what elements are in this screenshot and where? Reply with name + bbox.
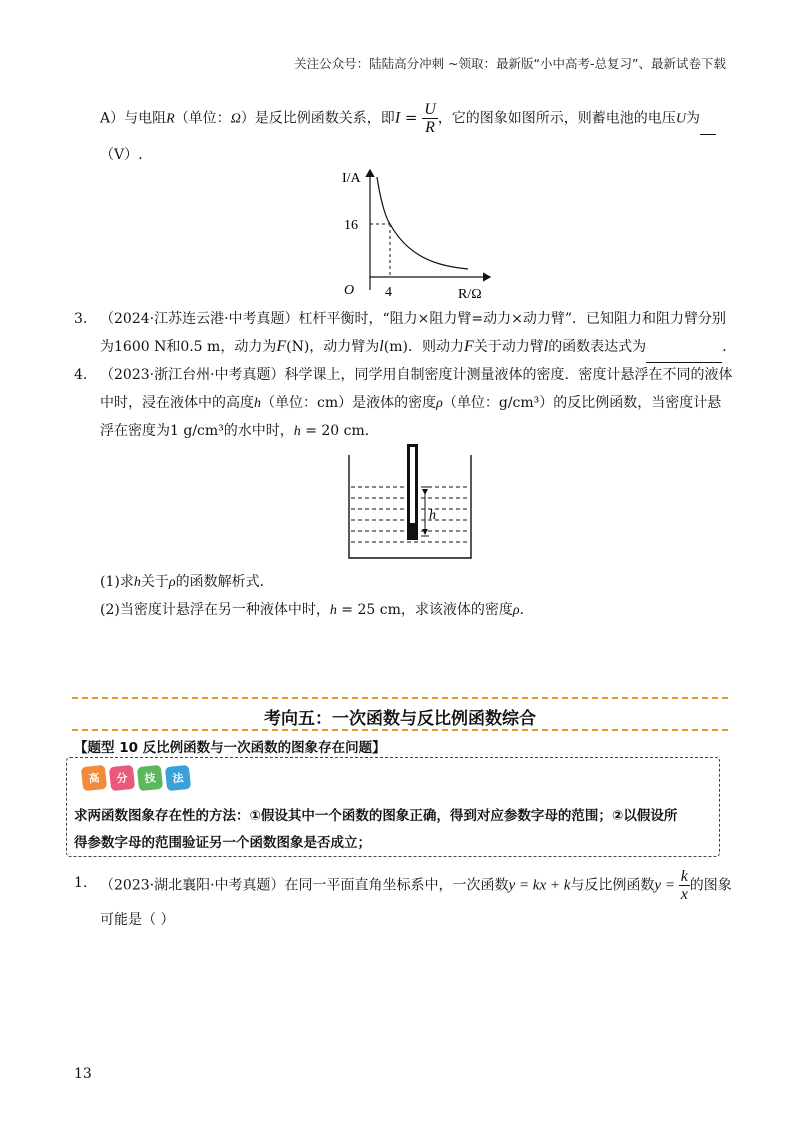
tip-badge-3: 技 (137, 765, 163, 791)
q4-text-b: （单位：cm）是液体的密度 (261, 395, 437, 411)
fraction-numerator: U (424, 101, 436, 118)
tip-line-1: 求两函数图象存在性的方法：①假设其中一个函数的图象正确，得到对应参数字母的范围；②以假设所 (74, 808, 678, 824)
tip-badge-4: 法 (165, 765, 191, 791)
q2-text-5: 为 (685, 110, 700, 127)
q4-text-c: （单位：g/cm³）的反比例函数，当密度计悬 (442, 395, 722, 411)
var-F-2: F (463, 338, 474, 355)
sub1-text-b: 关于 (140, 574, 169, 590)
q3-answer-blank (646, 332, 722, 363)
hydrometer-inner (410, 447, 415, 523)
section-divider-top (72, 697, 728, 699)
q3-line2 (100, 332, 740, 363)
q1-text-2: 与反比例函数 (570, 877, 655, 894)
sub1-var-rho: ρ (168, 575, 176, 590)
origin-label: O (344, 283, 355, 298)
q1-fraction-num: k (680, 868, 688, 885)
var-F: F (276, 338, 287, 355)
answer-blank (700, 104, 716, 135)
tip-badge-2: 分 (109, 765, 135, 791)
tip-badge-group (82, 766, 190, 790)
q4-text-a: 中时，浸在液体中的高度 (100, 395, 254, 411)
sub1-text-c: 的函数解析式． (175, 574, 274, 590)
var-R: R (166, 111, 175, 127)
q1-line2: 可能是（ ） (100, 912, 175, 928)
q2-text-4: ，它的图象如图所示，则蓄电池的电压 (437, 110, 676, 127)
q3-number: 3. (74, 311, 88, 327)
sub2-text-c: ． (519, 602, 534, 618)
page-header: 关注公众号：陆陆高分冲刺 ~领取：最新版“小中高考-总复习”、最新试卷下载 (294, 56, 726, 71)
section-subtitle: 【题型 10 反比例函数与一次函数的图象存在问题】 (74, 740, 386, 756)
var-l-2: l (543, 338, 549, 355)
q3-line1: （2024·江苏连云港·中考真题）杠杆平衡时，“阻力×阻力臂=动力×动力臂”．已知阻力和阻力臂分别 (100, 311, 727, 327)
q4-sub1 (100, 567, 274, 598)
q1-fraction-den: x (680, 886, 688, 903)
tip-text (74, 803, 724, 857)
sub1-var-h: h (133, 575, 141, 590)
sub2-text-b: = 25 cm，求该液体的密度 (336, 602, 513, 618)
q3-text-d: 关于动力臂 (473, 339, 544, 355)
var-h: h (254, 396, 261, 411)
var-l: l (379, 338, 384, 355)
unit-omega: Ω (230, 111, 241, 127)
var-U: U (675, 111, 686, 127)
q1-eq2-left: y = (654, 877, 679, 894)
var-rho: ρ (436, 396, 443, 411)
q1-line1 (100, 868, 740, 903)
section-title: 考向五：一次函数与反比例函数综合 (264, 709, 536, 729)
sub2-text-a: (2)当密度计悬浮在另一种液体中时， (100, 602, 330, 618)
q1-linear-eq: y = kx + k (508, 877, 571, 894)
q3-text-b: (N)，动力臂为 (286, 339, 380, 355)
q1-text-1: （2023·湖北襄阳·中考真题）在同一平面直角坐标系中，一次函数 (100, 877, 509, 894)
inverse-function-graph (330, 162, 500, 304)
sub2-var-rho: ρ (512, 603, 520, 618)
q3-text-end: ． (722, 339, 737, 355)
q4-number: 4. (74, 367, 88, 383)
tick-y-16: 16 (344, 218, 358, 233)
q4-text-d: 浮在密度为1 g/cm³的水中时， (100, 423, 294, 439)
q2-line2: （V）. (100, 147, 143, 163)
fraction-denominator: R (425, 119, 435, 136)
q2-text-1: A）与电阻 (100, 110, 167, 127)
var-h-2: h (293, 424, 301, 439)
q3-text-e: 的函数表达式为 (548, 339, 647, 355)
sub2-var-h: h (329, 603, 337, 618)
tip-badge-1: 高 (81, 765, 107, 791)
tip-line-2: 得参数字母的范围验证另一个函数图象是否成立； (74, 835, 371, 851)
y-axis-label: I/A (342, 171, 361, 186)
x-axis-label: R/Ω (458, 287, 482, 302)
q1-text-3: 的图象 (689, 877, 732, 894)
q3-text-a: 为1600 N和0.5 m，动力为 (100, 339, 277, 355)
hyperbola-curve (377, 177, 468, 269)
sub1-text-a: (1)求 (100, 574, 134, 590)
q4-text-e: = 20 cm． (300, 423, 379, 439)
hydrometer-diagram (345, 440, 475, 562)
formula-I: I (394, 109, 401, 127)
formula-fraction (422, 101, 438, 136)
q3-text-c: (m)．则动力 (383, 339, 464, 355)
tick-x-4: 4 (385, 285, 392, 300)
h-label: h (429, 508, 436, 523)
q2-continuation (100, 101, 730, 136)
page-number: 13 (74, 1066, 92, 1082)
q4-line1: （2023·浙江台州·中考真题）科学课上，同学用自制密度计测量液体的密度．密度计悬浮在不同的液体 (100, 367, 733, 383)
section-divider-bottom (72, 729, 728, 731)
q4-line2 (100, 388, 740, 419)
formula-eq: = (400, 108, 423, 127)
q2-text-3: ）是反比例函数关系，即 (240, 110, 395, 127)
q1-number: 1. (74, 875, 88, 891)
q1-fraction (679, 868, 690, 903)
q2-text-2: （单位： (174, 110, 231, 127)
q4-sub2 (100, 595, 534, 626)
